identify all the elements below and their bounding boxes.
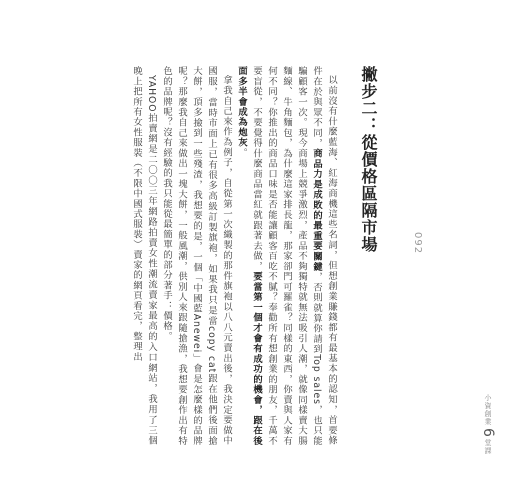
paragraph-1-text: 以前沒有什麼藍海、紅海商機這些名詞，但想創業賺錢都有最基本的認知，首要條件在於與眾不同， <box>311 66 337 446</box>
emphasis-be-first: 要當第一個才會有成功的機會，跟在後面多半會成為炮灰 <box>236 66 262 447</box>
paragraph-1-text-c: 。 <box>236 147 247 158</box>
page-number: 092 <box>412 232 423 255</box>
book-title: 小資創業 <box>484 394 492 426</box>
paragraph-3: YAHOO拍賣網是二〇〇三年網路拍賣女性潮流賣家最高的入口網站，我用了三個晚上把所有女性服裝（不限中國式服裝）賣家的網頁看完，整理出 <box>131 66 157 446</box>
emphasis-product-power: 商品力是成敗的最重要關鍵 <box>311 148 322 272</box>
section-heading: 撇步二：從價格區隔市場 <box>359 66 378 253</box>
book-title-number: 6 <box>480 428 496 437</box>
book-title-suffix: 堂課 <box>484 438 492 455</box>
running-footer <box>480 394 496 455</box>
paragraph-2: 拿我自己來作為例子，自從第一次織製的那件旗袍以八八元賣出後，我決定要做中國服，當時市面上已有很多高級訂製旗袍，如果我只是當copy cat跟在他們後面搶大餅，頂多撿到一些殘渣，我想要的是，一個「中國藍Anewei」會是怎麼樣的品牌呢？那麼我自己來做出一塊大餅，一般風潮，供別人來跟隨搶漁，我想要創作出有特色的品牌呢？沒有經驗的我只能從最簡單的部分著手：價格。 <box>161 66 232 446</box>
paragraph-1-text-b: ，否則就算你請到Top sales，也只能騙顧客一次。現今商場上競爭激烈，產品不夠獨特就無法吸引人潮，就像同樣賣大腸麵線、牛角麵包，為什麼這家排長龍，那家卻門可羅雀？同樣的東西，你賣與人家有何不同？你推出的商品口味是否能讓顧客百吃不膩？奉勸所有想創業的朋友，千萬不要盲從，不要覺得什麼商品當紅就跟著去做， <box>251 66 322 446</box>
article-body <box>129 66 380 446</box>
paragraph-1 <box>234 66 339 446</box>
